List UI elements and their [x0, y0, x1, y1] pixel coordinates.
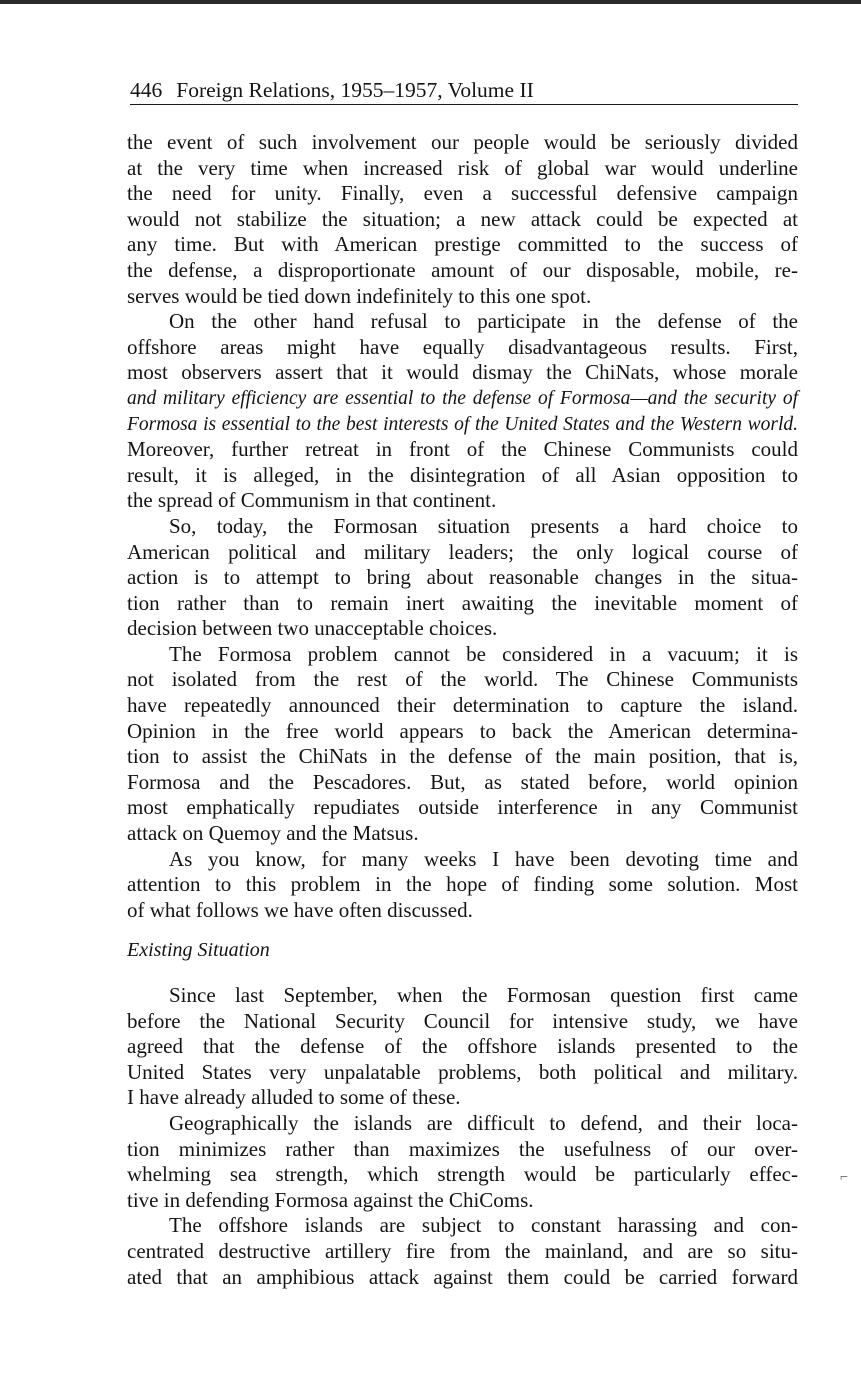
text-line: most observers assert that it would dismay the ChiNats, whose morale [127, 360, 798, 385]
text-line-italic: and military efficiency are essential to the defense of Formosa—and the security of [127, 387, 798, 409]
text-line: before the National Security Council for intensive study, we have [127, 1008, 798, 1033]
text-line: On the other hand refusal to participate in the defense of the [169, 309, 798, 334]
text-line: So, today, the Formosan situation presents a hard choice to [169, 513, 798, 538]
text-line: most emphatically repudiates outside interference in any Communist [127, 795, 798, 820]
text-line: attack on Quemoy and the Matsus. [127, 821, 419, 846]
text-line: Since last September, when the Formosan question first came [169, 983, 798, 1007]
text-line: have repeatedly announced their determination to capture the island. [127, 693, 798, 718]
paragraph [127, 1111, 798, 1213]
text-line: Geographically the islands are difficult to defend, and their loca- [169, 1110, 798, 1135]
text-line: The Formosa problem cannot be considered in a vacuum; it is [169, 641, 798, 666]
text-line: offshore areas might have equally disadvantageous results. First, [127, 334, 798, 359]
text-line: The offshore islands are subject to constant harassing and con- [169, 1213, 798, 1238]
text-line: the need for unity. Finally, even a successful defensive campaign [127, 181, 798, 206]
text-line: not isolated from the rest of the world. The Chinese Communists [127, 667, 798, 692]
text-line: tion to assist the ChiNats in the defense of the main position, that is, [127, 744, 798, 769]
paragraph [127, 309, 798, 514]
section-heading: Existing Situation [127, 939, 270, 962]
text-line: the defense, a disproportionate amount of our disposable, mobile, re- [127, 257, 798, 282]
running-head [130, 76, 798, 105]
text-line: serves would be tied down indefinitely to this one spot. [127, 283, 592, 308]
text-line: tion minimizes rather than maximizes the usefulness of our over- [127, 1136, 798, 1161]
text-line: Opinion in the free world appears to back the American determina- [127, 718, 798, 743]
paragraph [127, 130, 798, 309]
text-line: ated that an amphibious attack against them could be carried forward [127, 1264, 798, 1289]
text-line: of what follows we have often discussed. [127, 897, 473, 922]
paragraph [127, 514, 798, 642]
text-line: decision between two unacceptable choices. [127, 616, 498, 641]
text-line: American political and military leaders; the only logical course of [127, 539, 798, 564]
text-line: United States very unpalatable problems, both political and military. [127, 1059, 798, 1084]
paragraph [127, 847, 798, 924]
text-line-italic: Formosa is essential to the best interests of the United States and the Western world. [127, 413, 798, 435]
text-line: centrated destructive artillery fire from the mainland, and are so situ- [127, 1238, 798, 1263]
page-number: 446 [130, 78, 163, 102]
text-line: tive in defending Formosa against the ChiComs. [127, 1187, 534, 1212]
text-line: agreed that the defense of the offshore islands presented to the [127, 1034, 798, 1059]
body-text [127, 130, 798, 1290]
text-line: the spread of Communism in that continent. [127, 488, 497, 513]
paragraph [127, 642, 798, 847]
text-line: Moreover, further retreat in front of the Chinese Communists could [127, 437, 798, 462]
paragraph [127, 1213, 798, 1290]
text-line: attention to this problem in the hope of finding some solution. Most [127, 872, 798, 897]
text-line: at the very time when increased risk of global war would underline [127, 155, 798, 180]
text-line: the event of such involvement our people would be seriously divided [127, 130, 798, 154]
text-line: would not stabilize the situation; a new attack could be expected at [127, 206, 798, 231]
running-title: Foreign Relations, 1955–1957, Volume II [176, 78, 534, 102]
text-line: result, it is alleged, in the disintegration of all Asian opposition to [127, 462, 798, 487]
text-line: whelming sea strength, which strength would be particularly effec- [127, 1162, 798, 1187]
text-line: As you know, for many weeks I have been devoting time and [169, 846, 798, 871]
text-line: I have already alluded to some of these. [127, 1085, 461, 1110]
text-line: any time. But with American prestige committed to the success of [127, 232, 798, 257]
text-line: Formosa and the Pescadores. But, as stated before, world opinion [127, 769, 798, 794]
margin-pencil-mark: ⌐ [840, 1170, 848, 1185]
page-top-edge [0, 0, 861, 4]
paragraph [127, 983, 798, 1111]
text-line: action is to attempt to bring about reasonable changes in the situa- [127, 565, 798, 590]
text-line: tion rather than to remain inert awaiting the inevitable moment of [127, 590, 798, 615]
